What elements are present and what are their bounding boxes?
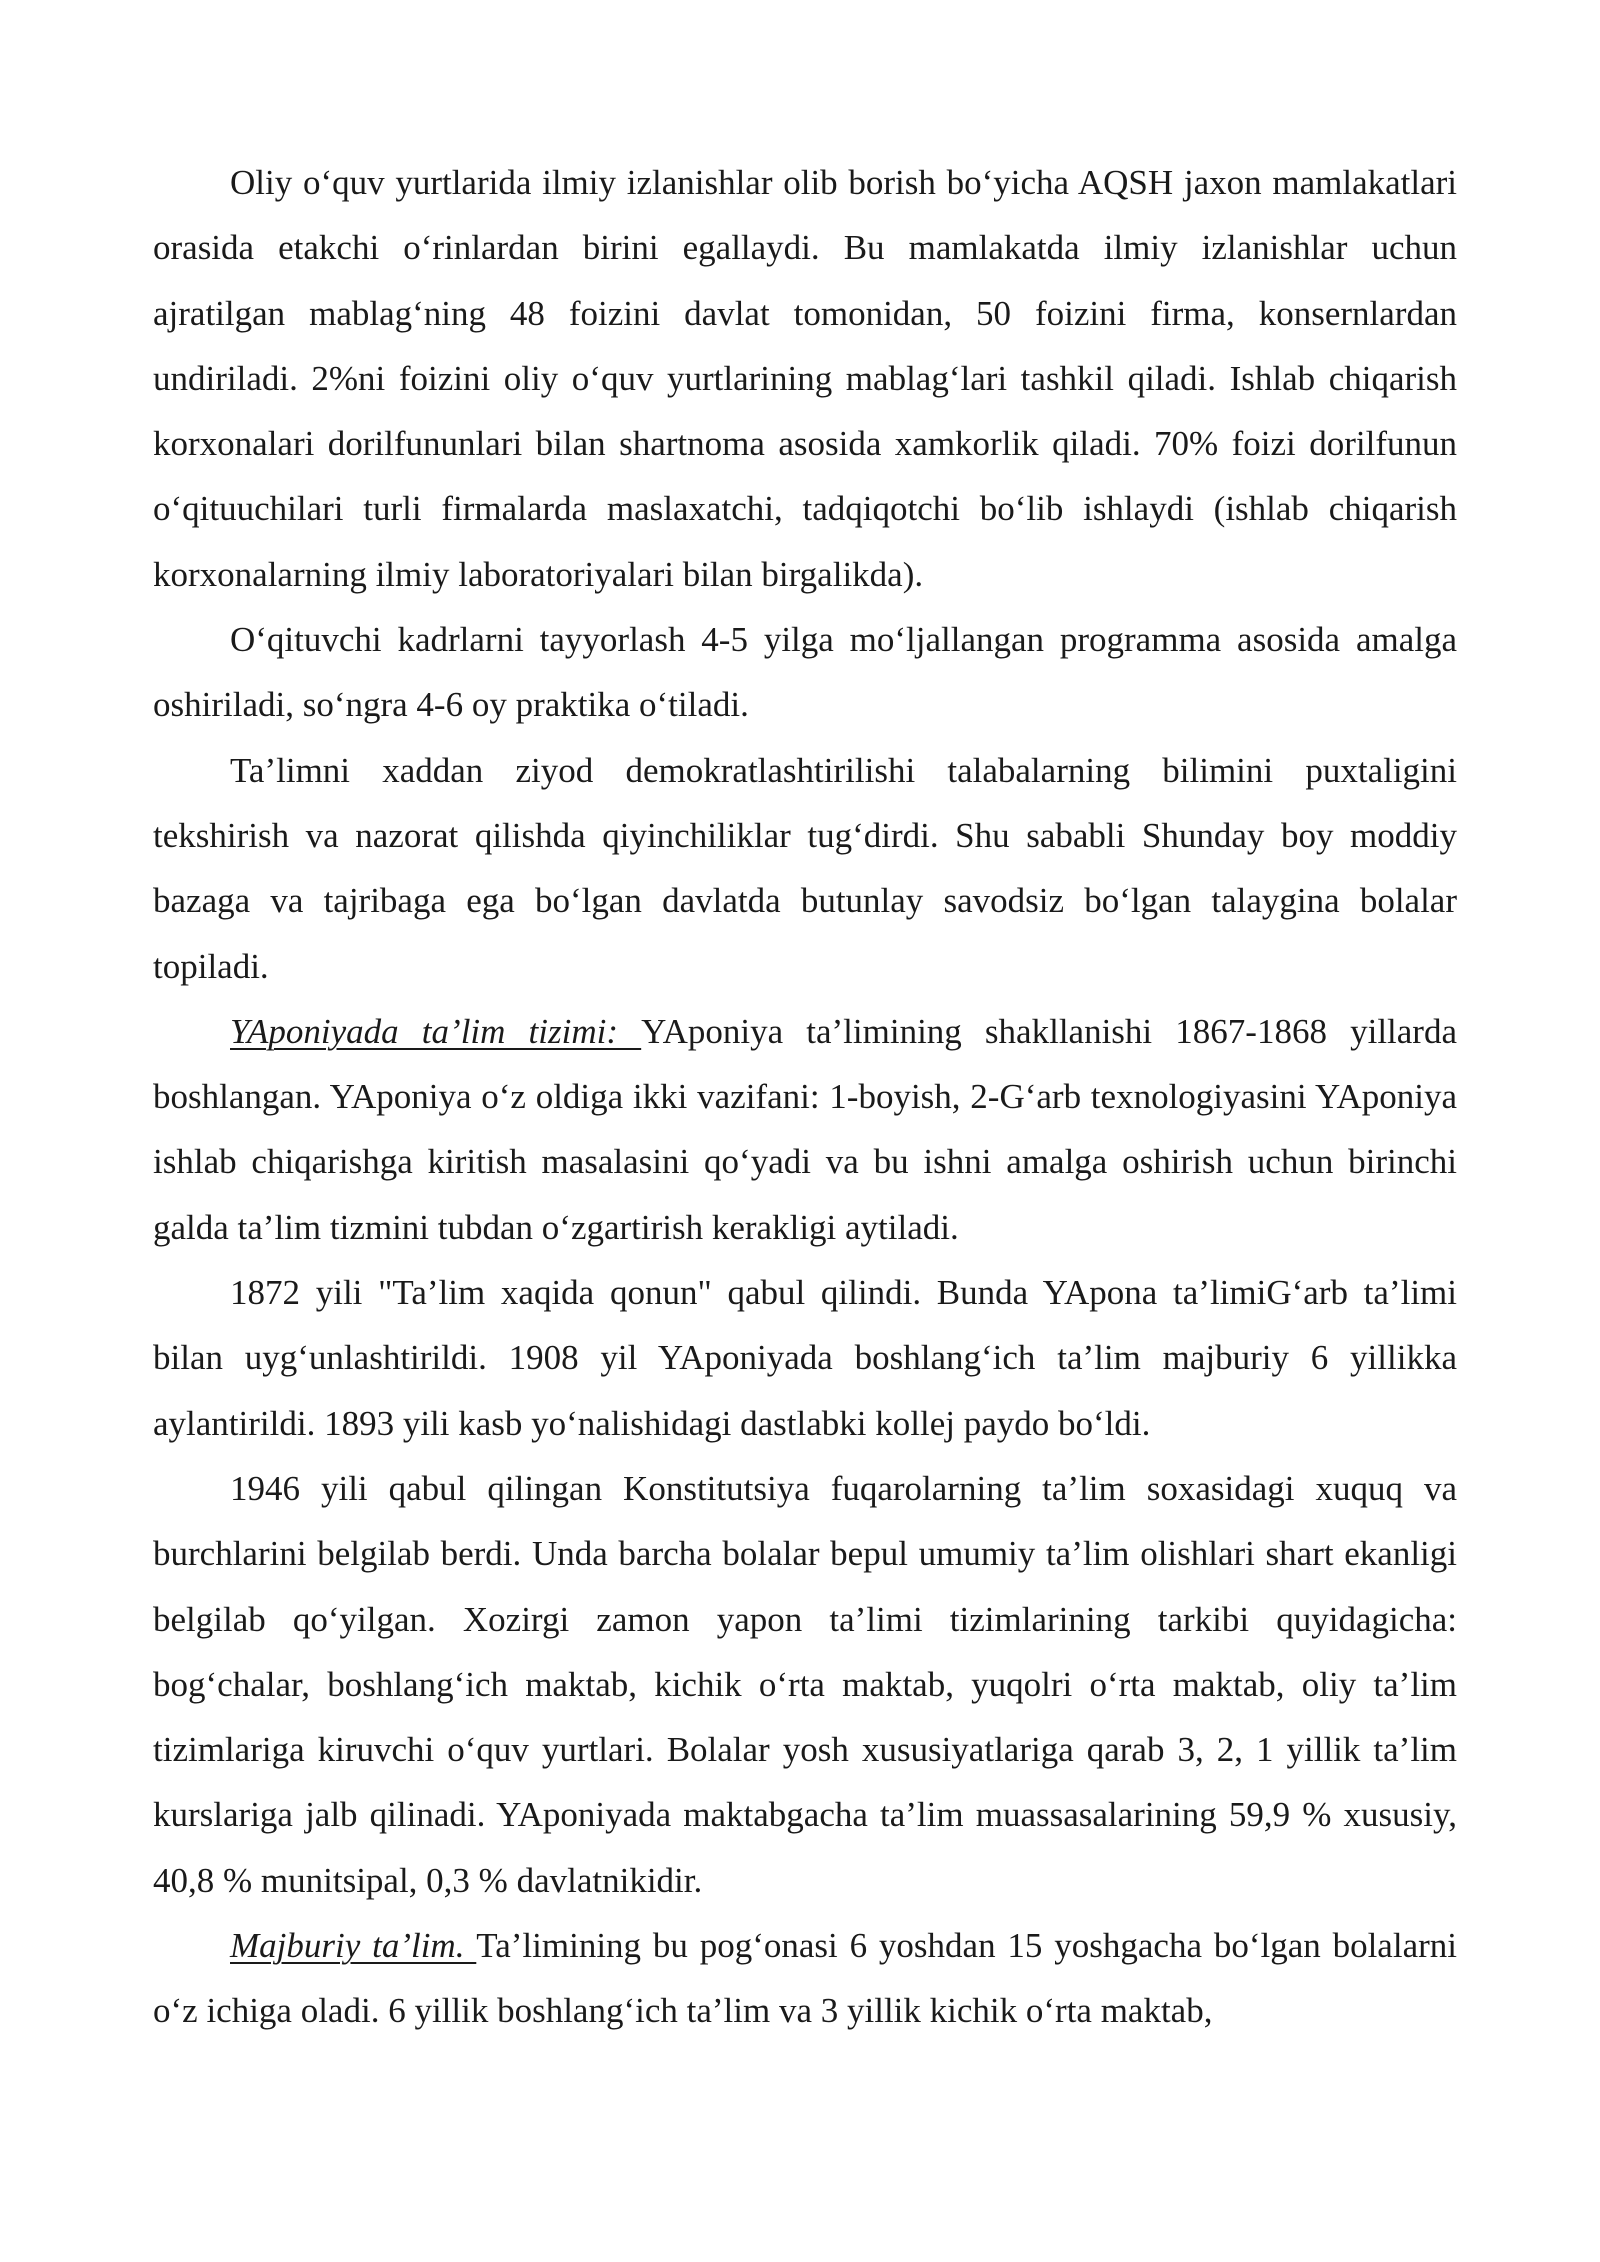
paragraph-japan-education-system	[153, 999, 1457, 1260]
paragraph-text: Ta’limni xaddan ziyod demokratlashtirilishi talabalarning bilimini puxtaligini tekshirish va nazorat qilishda qiyinchiliklar tugʻdirdi. Shu sababli Shunday boy moddiy bazaga va tajribaga ega boʻlgan davlatda butunlay savodsiz boʻlgan talaygina bolalar topiladi.	[153, 750, 1457, 986]
paragraph-democratization	[153, 738, 1457, 999]
document-page	[153, 150, 1457, 2044]
paragraph-text: Oliy oʻquv yurtlarida ilmiy izlanishlar olib borish boʻyicha AQSH jaxon mamlakatlari orasida etakchi oʻrinlardan birini egallaydi. Bu mamlakatda ilmiy izlanishlar uchun ajratilgan mablagʻning 48 foizini davlat tomonidan, 50 foizini firma, konsernlardan undiriladi. 2%ni foizini oliy oʻquv yurtlarining mablagʻlari tashkil qiladi. Ishlab chiqarish korxonalari dorilfununlari bilan shartnoma asosida xamkorlik qiladi. 70% foizi dorilfunun oʻqituuchilari turli firmalarda maslaxatchi, tadqiqotchi boʻlib ishlaydi (ishlab chiqarish korxonalarning ilmiy laboratoriyalari bilan birgalikda).	[153, 163, 1457, 594]
paragraph-text: Ta’limining bu pogʻonasi 6 yoshdan 15 yoshgacha boʻlgan bolalarni oʻz ichiga oladi. 6 yillik boshlangʻich ta’lim va 3 yillik kichik oʻrta maktab,	[153, 1926, 1457, 2031]
paragraph-text: 1872 yili "Ta’lim xaqida qonun" qabul qilindi. Bunda YApona ta’limiGʻarb ta’limi bilan uygʻunlashtirildi. 1908 yil YAponiyada boshlangʻich ta’lim majburiy 6 yillikka aylantirildi. 1893 yili kasb yoʻnalishidagi dastlabki kollej paydo boʻldi.	[153, 1273, 1457, 1443]
paragraph-education-law	[153, 1260, 1457, 1456]
paragraph-text: YAponiya ta’limining shakllanishi 1867-1868 yillarda boshlangan. YAponiya oʻz oldiga ikki vazifani: 1-boyish, 2-Gʻarb texnologiyasini YAponiya ishlab chiqarishga kiritish masalasini qoʻyadi va bu ishni amalga oshirish uchun birinchi galda ta’lim tizmini tubdan oʻzgartirish kerakligi aytiladi.	[153, 1011, 1457, 1247]
section-heading-compulsory: Majburiy ta’lim.	[230, 1926, 477, 1966]
paragraph-teacher-training	[153, 607, 1457, 738]
paragraph-text: 1946 yili qabul qilingan Konstitutsiya fuqarolarning ta’lim soxasidagi xuquq va burchlarini belgilab berdi. Unda barcha bolalar bepul umumiy ta’lim olishlari shart ekanligi belgilab qoʻyilgan. Xozirgi zamon yapon ta’limi tizimlarining tarkibi quyidagicha: bogʻchalar, boshlangʻich maktab, kichik oʻrta maktab, yuqolri oʻrta maktab, oliy ta’lim tizimlariga kiruvchi oʻquv yurtlari. Bolalar yosh xususiyatlariga qarab 3, 2, 1 yillik ta’lim kurslariga jalb qilinadi. YAponiyada maktabgacha ta’lim muassasalarining 59,9 % xususiy, 40,8 % munitsipal, 0,3 % davlatnikidir.	[153, 1468, 1457, 1900]
paragraph-constitution	[153, 1456, 1457, 1913]
section-heading-japan: YAponiyada ta’lim tizimi:	[230, 1011, 642, 1051]
paragraph-usa-research	[153, 150, 1457, 607]
paragraph-compulsory-education	[153, 1913, 1457, 2044]
paragraph-text: Oʻqituvchi kadrlarni tayyorlash 4-5 yilga moʻljallangan programma asosida amalga oshiriladi, soʻngra 4-6 oy praktika oʻtiladi.	[153, 620, 1457, 725]
